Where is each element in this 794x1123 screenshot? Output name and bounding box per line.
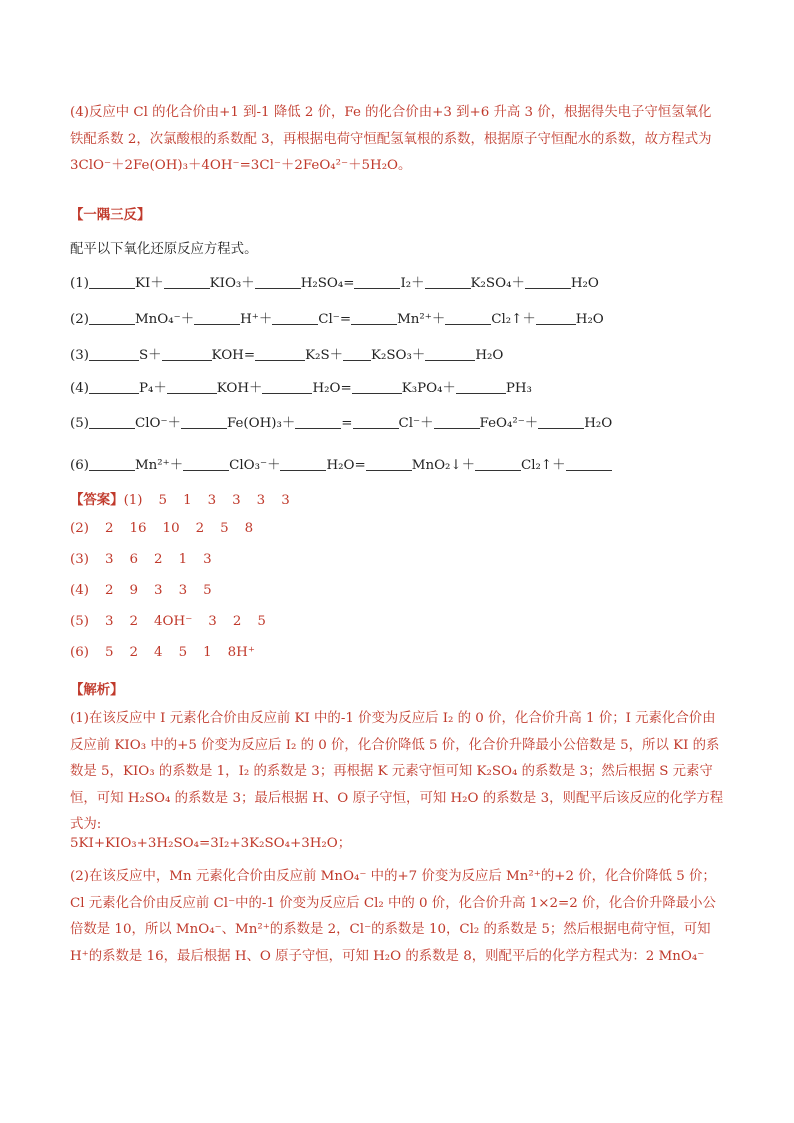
coefficient-blank[interactable] — [366, 456, 412, 471]
coefficient-blank[interactable] — [538, 414, 584, 429]
coefficient-blank[interactable] — [181, 414, 227, 429]
coefficient-blank[interactable] — [89, 414, 135, 429]
answer-row-3: (3) 3 6 2 1 3 — [70, 552, 212, 567]
equation-2: (2) MnO₄⁻＋ H⁺＋ Cl⁻= Mn²⁺＋ Cl₂↑＋ H₂O — [70, 312, 604, 327]
instruction-text: 配平以下氧化还原反应方程式。 — [70, 242, 258, 257]
coefficient-blank[interactable] — [183, 456, 229, 471]
coefficient-blank[interactable] — [475, 456, 521, 471]
equation-label: (4) — [70, 381, 89, 396]
coefficient-blank[interactable] — [352, 379, 402, 394]
coefficient-blank[interactable] — [255, 274, 301, 289]
coefficient-blank[interactable] — [353, 414, 399, 429]
equation-6: (6) Mn²⁺＋ ClO₃⁻＋ H₂O= MnO₂↓＋ Cl₂↑＋ — [70, 454, 612, 473]
answer-row-1: 【答案】(1) 5 1 3 3 3 3 — [70, 492, 290, 508]
answer-row-2: (2) 2 16 10 2 5 8 — [70, 521, 254, 536]
equation-4: (4) P₄＋ KOH＋ H₂O= K₃PO₄＋ PH₃ — [70, 381, 532, 396]
section-title: 【一隅三反】 — [70, 207, 151, 223]
analysis-part1: (1)在该反应中 I 元素化合价由反应前 KI 中的-1 价变为反应后 I₂ 的 0 价，化合价升高 1 价；I 元素化合价由反应前 KIO₃ 中的+5 价变为反应后 I₂ 的 0 价，化合价降低 5 价，化合价升降最小公倍数是 5，所以 KI 的系数是 5，KIO₃ 的系数是 1，I₂ 的系数是 3；再根据 K 元素守恒可知 K₂SO₄ 的系数是 3；然后根据 S 元素守恒，可知 H₂SO₄ 的系数是 3；最后根据 H、O 原子守恒，可知 H₂O 的系数是 3，则配平后该反应的化学方程式为: — [70, 711, 724, 832]
analysis-title: 【解析】 — [70, 682, 124, 698]
equation-label: (1) — [70, 276, 89, 291]
coefficient-blank[interactable] — [434, 414, 480, 429]
equation-label: (6) — [70, 458, 89, 473]
coefficient-blank[interactable] — [255, 346, 305, 361]
coefficient-blank[interactable] — [536, 310, 576, 325]
coefficient-blank[interactable] — [566, 456, 612, 471]
coefficient-blank[interactable] — [354, 274, 400, 289]
analysis-part1-equation: 5KI+KIO₃+3H₂SO₄=3I₂+3K₂SO₄+3H₂O； — [70, 836, 352, 851]
equation-label: (5) — [70, 416, 89, 431]
coefficient-blank[interactable] — [425, 346, 475, 361]
answer-row-5: (5) 3 2 4OH⁻ 3 2 5 — [70, 614, 266, 629]
coefficient-blank[interactable] — [272, 310, 318, 325]
coefficient-blank[interactable] — [89, 456, 135, 471]
coefficient-blank[interactable] — [262, 379, 312, 394]
coefficient-blank[interactable] — [162, 346, 212, 361]
coefficient-blank[interactable] — [167, 379, 217, 394]
coefficient-blank[interactable] — [456, 379, 506, 394]
coefficient-blank[interactable] — [89, 274, 135, 289]
coefficient-blank[interactable] — [89, 310, 135, 325]
coefficient-blank[interactable] — [425, 274, 471, 289]
coefficient-blank[interactable] — [525, 274, 571, 289]
coefficient-blank[interactable] — [280, 456, 326, 471]
analysis-part2: (2)在该反应中，Mn 元素化合价由反应前 MnO₄⁻ 中的+7 价变为反应后 Mn²⁺的+2 价，化合价降低 5 价；Cl 元素化合价由反应前 Cl⁻中的-1 价变为反应后 Cl₂ 中的 0 价，化合价升高 1×2=2 价，化合价升降最小公倍数是 10，所以 MnO₄⁻、Mn²⁺的系数是 2，Cl⁻的系数是 10，Cl₂ 的系数是 5；然后根据电荷守恒，可知 H⁺的系数是 16，最后根据 H、O 原子守恒，可知 H₂O 的系数是 8，则配平后的化学方程式为：2 MnO₄⁻ — [70, 869, 716, 964]
equation-3: (3) S＋ KOH= K₂S＋ K₂SO₃＋ H₂O — [70, 348, 504, 363]
equation-label: (3) — [70, 348, 89, 363]
equation-5: (5) ClO⁻＋ Fe(OH)₃＋ = Cl⁻＋ FeO₄²⁻＋ H₂O — [70, 416, 613, 431]
coefficient-blank[interactable] — [445, 310, 491, 325]
coefficient-blank[interactable] — [89, 379, 139, 394]
equation-1: (1) KI＋ KIO₃＋ H₂SO₄= I₂＋ K₂SO₄＋ H₂O — [70, 276, 599, 291]
coefficient-blank[interactable] — [164, 274, 210, 289]
coefficient-blank[interactable] — [295, 414, 341, 429]
equation-label: (2) — [70, 312, 89, 327]
coefficient-blank[interactable] — [351, 310, 397, 325]
answer-row-6: (6) 5 2 4 5 1 8H⁺ — [70, 645, 255, 660]
answer-title: 【答案】 — [70, 492, 124, 508]
answer-row-4: (4) 2 9 3 3 5 — [70, 583, 212, 598]
coefficient-blank[interactable] — [194, 310, 240, 325]
paragraph-part4-explanation: (4)反应中 Cl 的化合价由+1 到-1 降低 2 价，Fe 的化合价由+3 到+6 升高 3 价，根据得失电子守恒氢氧化铁配系数 2，次氯酸根的系数配 3，再根据电荷守恒配氢氧根的系数，根据原子守恒配水的系数，故方程式为 3ClO⁻＋2Fe(OH)₃＋4OH⁻=3Cl⁻＋2FeO₄²⁻＋5H₂O。 — [70, 105, 712, 173]
coefficient-blank[interactable] — [89, 346, 139, 361]
coefficient-blank[interactable] — [343, 346, 371, 361]
